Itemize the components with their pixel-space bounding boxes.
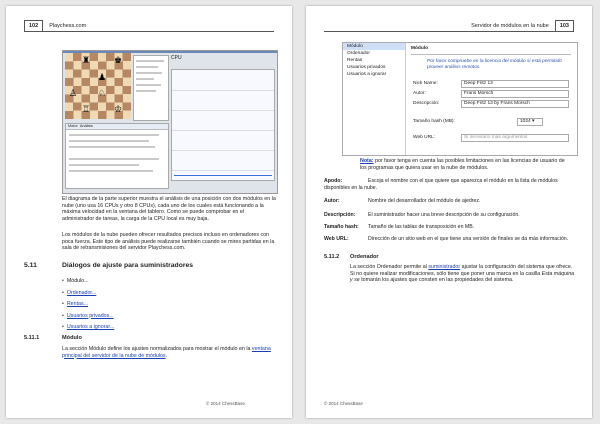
cpu-label: CPU xyxy=(171,55,182,61)
header-title: Playchess.com xyxy=(49,23,87,29)
list-item-ordenador[interactable]: • Ordenador... xyxy=(62,290,114,302)
cpu-graph xyxy=(171,69,275,181)
definition-autor: Autor: Nombre del desarrollador del módulo de ajedrez. xyxy=(324,198,481,204)
settings-list xyxy=(62,278,114,336)
description-label: Descripción: xyxy=(413,101,440,106)
page-footer: © 2014 ChessBase xyxy=(324,401,363,406)
right-page xyxy=(306,6,592,418)
hash-size-label: Tamaño hash (MB): xyxy=(413,119,455,124)
license-note: Por favor compruebe en la licencia del módulo si está permitido proveer análisis remotos. xyxy=(427,59,562,70)
engine-panel xyxy=(65,123,169,189)
hash-size-select[interactable]: 1024 ▾ xyxy=(517,118,543,126)
tab-analisis[interactable]: Análisis xyxy=(79,124,93,128)
page-header xyxy=(324,20,574,32)
author-input[interactable]: Frans Morsch xyxy=(461,90,569,98)
subsection-number: 5.11.2 xyxy=(324,254,340,260)
nickname-input[interactable]: Deep Fritz 13 xyxy=(461,80,569,88)
analysis-screenshot xyxy=(62,50,278,194)
header-title: Servidor de módulos en la nube xyxy=(471,23,549,29)
sidebar-item-modulo[interactable]: Módulo xyxy=(343,43,405,50)
page-number: 103 xyxy=(555,20,574,32)
paragraph-3: La sección Módulo define los ajustes normalizados para mostrar el módulo en la ventana principal del servidor de la nube de módulos. xyxy=(62,346,271,359)
definition-hash: Tamaño hash: Tamaño de las tablas de transposición en MB. xyxy=(324,224,475,230)
suministrador-link[interactable]: suministrador xyxy=(428,264,461,270)
web-url-input[interactable]: Si necesario más argumentos xyxy=(461,134,569,142)
section-number: 5.11 xyxy=(24,262,37,269)
web-url-label: Web URL: xyxy=(413,135,436,140)
note-paragraph: Nota: por favor tenga en cuenta las posibles limitaciones en las licencias de usuario de los programas que quiera usar en la nube de módulos. xyxy=(360,158,565,171)
engine-settings-dialog xyxy=(342,42,578,156)
tab-motor[interactable]: Motor xyxy=(68,124,78,128)
dialog-form xyxy=(407,43,577,155)
list-item-rentas[interactable]: • Rentas... xyxy=(62,301,114,313)
sidebar-item-usuarios-privados[interactable]: Usuarios privados xyxy=(347,65,386,70)
definition-descripcion: Descripción: El suministrador hacer una breve descripción de su configuración. xyxy=(324,212,520,218)
section-title: Diálogos de ajuste para suministradores xyxy=(62,262,194,269)
author-label: Autor: xyxy=(413,91,426,96)
sidebar-item-usuarios-ignorar[interactable]: Usuarios a ignorar xyxy=(347,72,387,77)
paragraph-1: El diagrama de la parte superior muestra el análisis de una posición con dos módulos en la nube (uno usa 16 CPUs y otro 8 CPUs), cada uno de los cuales está funcionando a la máxima velocidad en la ventana del tablero. Como se puede comprobar en el administrador de tareas, la carga de la CPU local es muy baja. xyxy=(62,196,276,222)
sidebar-item-rentas[interactable]: Rentas xyxy=(347,58,363,63)
chevron-down-icon: ▾ xyxy=(532,119,535,124)
sidebar-item-ordenador[interactable]: Ordenador xyxy=(347,51,370,56)
dialog-heading: Módulo xyxy=(411,46,429,51)
list-item-usuarios-privados[interactable]: • Usuarios privados... xyxy=(62,313,114,325)
subsection-title: Ordenador xyxy=(350,254,379,260)
subsection-title: Módulo xyxy=(62,335,82,341)
left-page xyxy=(6,6,292,418)
subsection-number: 5.11.1 xyxy=(24,335,40,341)
description-input[interactable]: Deep Fritz 13 by Frans Morsch xyxy=(461,100,569,108)
definition-web-url: Web URL: Dirección de un sitio web en el que tiene una versión de finales se da más información. xyxy=(324,236,569,242)
nickname-label: Nick Name: xyxy=(413,81,438,86)
main-window-link[interactable]: ventana principal del servidor de la nube de módulos xyxy=(62,346,271,359)
list-item-usuarios-ignorar[interactable]: • Usuarios a ignorar... xyxy=(62,324,114,336)
list-item-modulo: • Módulo... xyxy=(62,278,114,290)
ordenador-paragraph: La sección Ordenador permite al suministrador ajustar la configuración del sistema que ofrece. Si no quiere realizar modificaciones, sólo tiene que poner una marca en la casilla Esta máquina y se tomarán los ajustes que consten en las propiedades del sistema. xyxy=(350,264,575,284)
paragraph-2: Los módulos de la nube pueden ofrecer resultados precisos incluso en ordenadores con poca fuerza. Este tipo de análisis puede realizarse también cuando se mires partidas en la sala de retransmisiones del servidor Playchess.com. xyxy=(62,232,275,252)
notation-panel xyxy=(133,55,169,121)
page-number: 102 xyxy=(24,20,43,32)
page-footer: © 2014 ChessBase xyxy=(206,401,245,406)
dialog-sidebar xyxy=(343,43,406,155)
chess-board: ♜ ♚ ♟ ♙ ♘ ♖ ♔ xyxy=(65,53,131,119)
definition-apodo: Apodo: Escoja el nombre con el que quiere que aparezca el módulo en la lista de módulos disponibles en la nube. xyxy=(324,178,558,191)
page-header xyxy=(24,20,274,32)
